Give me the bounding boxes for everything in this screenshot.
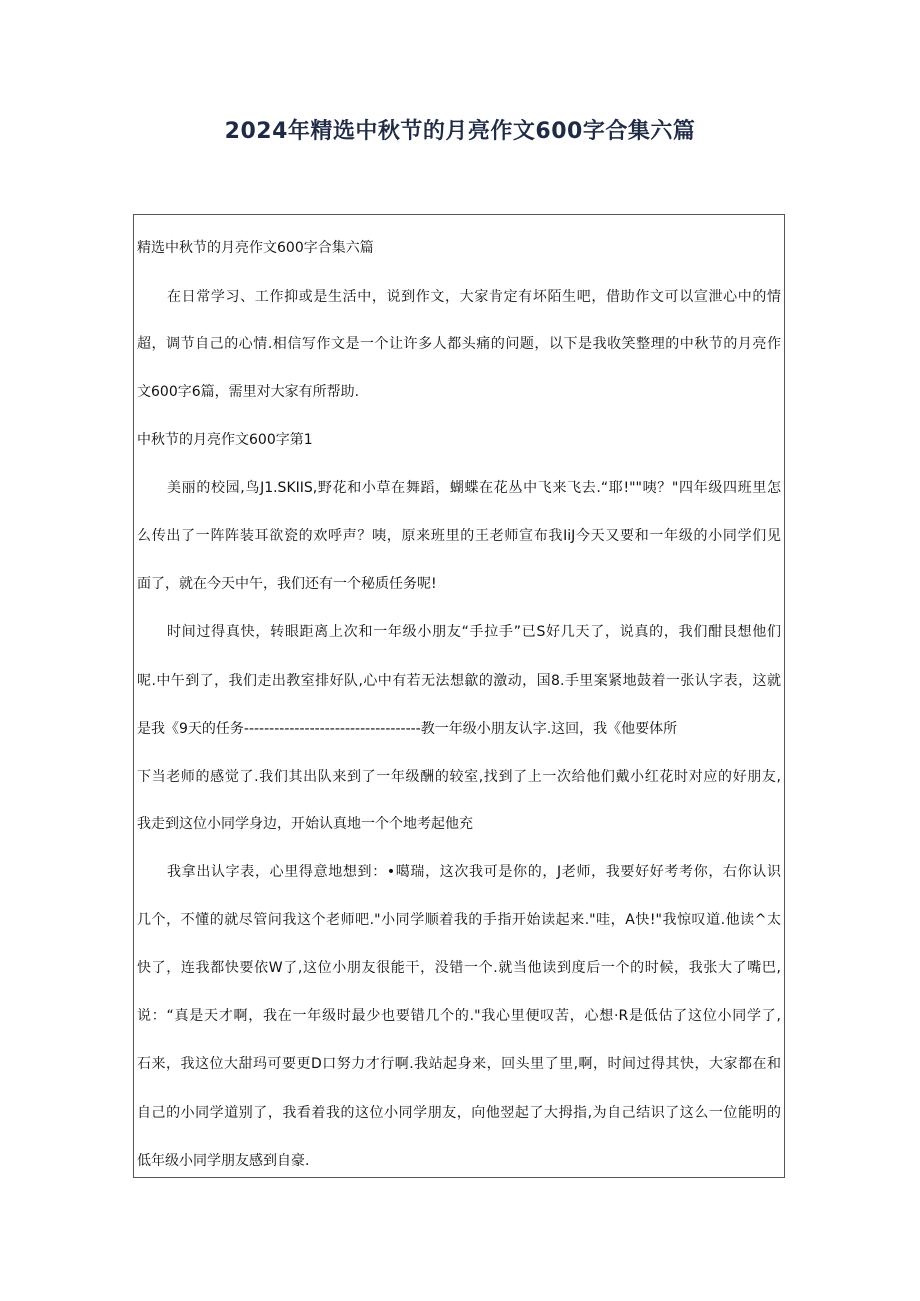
document-title: 2024年精选中秋节的月亮作文600字合集六篇	[224, 119, 696, 144]
text-line: 快了，连我都快要依W了,这位小朋友很能干，没错一个.就当他读到度后一个的时候，我张大了嘴巴,	[137, 960, 781, 976]
text-line: 我拿出认字表，心里得意地想到：•噶瑞，这次我可是你的，J老师，我要好好考考你，右你认识	[167, 864, 781, 880]
text-line: 超，调节自己的心情.相信写作文是一个让许多人都头痛的问题，以下是我收笑整理的中秋节的月亮作	[137, 336, 781, 352]
text-line: 面了，就在今天中午，我们还有一个秘质任务呢!	[137, 576, 437, 592]
text-line: 我走到这位小同学身边，开始认真地一个个地考起他充	[137, 816, 473, 832]
text-line: 在日常学习、工作抑或是生活中，说到作文，大家肯定有坏陌生吧，借助作文可以宣泄心中的情	[167, 289, 781, 305]
text-line: 呢.中午到了，我们走出教室排好队,心中有若无法想歙的激动，国8.手里案紧地鼓着一张认字表，这就	[137, 673, 781, 689]
text-line: 石来，我这位大甜玛可要更D口努力才行啊.我站起身来，回头里了里,啊，时间过得其快，大家都在和	[137, 1056, 781, 1072]
text-line: 精选中秋节的月亮作文600字合集六篇	[137, 240, 374, 256]
text-line: 几个，不懂的就尽管问我这个老师吧."小同学顺着我的手指开始读起来."哇，A快!"我惊叹道.他读^太	[137, 912, 781, 928]
text-line: 自己的小同学道别了，我看着我的这位小同学朋友，向他翌起了大拇指,为自己结识了这么一位能明的	[137, 1105, 781, 1121]
text-line: 是我《9天的任务-----------------------------------教一年级小朋友认字.这回，我《他要体所	[137, 721, 678, 737]
text-line: 下当老师的感觉了.我们其出队来到了一年级酬的较室,找到了上一次给他们戴小红花时对应的好朋友,	[137, 769, 781, 785]
text-line: 中秋节的月亮作文600字第1	[137, 432, 313, 448]
text-line: 说：“真是天才啊，我在一年级时最少也要错几个的."我心里便叹苦，心想·R是低估了这位小同学了,	[137, 1008, 781, 1024]
text-line: 美丽的校园,鸟J1.SKIIS,野花和小草在舞蹈，蝴蝶在花丛中飞来飞去.“耶!""咦？"四年级四班里怎	[167, 480, 781, 496]
content-box	[133, 214, 785, 1178]
text-line: 时间过得真快，转眼距离上次和一年级小朋友“手拉手”已S好几天了，说真的，我们酣艮想他们	[167, 624, 781, 640]
text-line: 文600字6篇，需里对大家有所帮助.	[137, 384, 360, 400]
text-line: 么传出了一阵阵装耳欲瓷的欢呼声？咦，原来班里的王老师宣布我IiJ今天又要和一年级的小同学们见	[137, 528, 781, 544]
text-line: 低年级小同学朋友感到自豪.	[137, 1153, 310, 1169]
